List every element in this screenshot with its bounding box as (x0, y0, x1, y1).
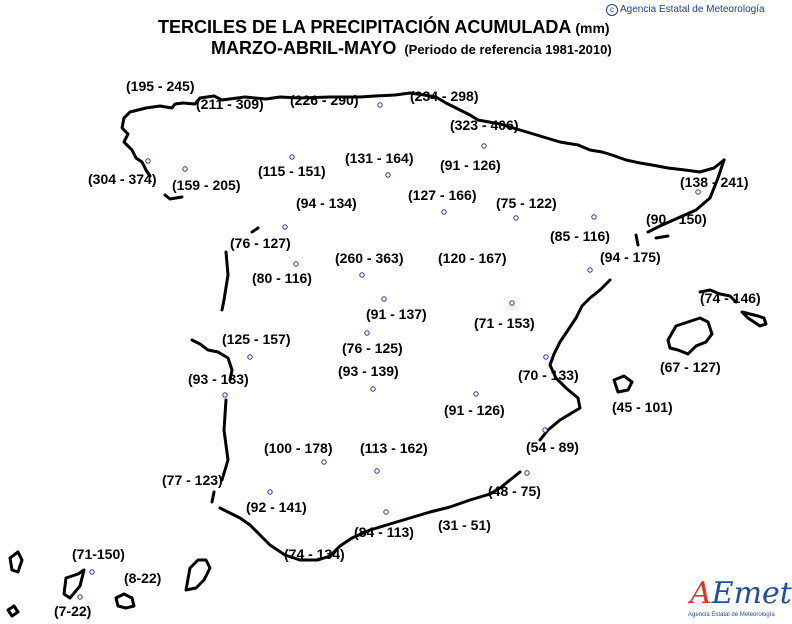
station-marker (544, 355, 548, 359)
station-label: (94 - 175) (600, 249, 661, 265)
station-label: (48 - 75) (488, 483, 541, 499)
station-label: (77 - 123) (162, 472, 223, 488)
station-label: (54 - 89) (526, 439, 579, 455)
station-label: (71-150) (72, 546, 125, 562)
station-label: (45 - 101) (612, 399, 673, 415)
station-marker (371, 387, 375, 391)
aemet-wordmark: AEmet (690, 576, 792, 611)
station-label: (304 - 374) (88, 171, 157, 187)
station-label: (90 - 150) (646, 211, 707, 227)
reference-period: (Periodo de referencia 1981-2010) (404, 42, 612, 57)
station-marker (525, 471, 529, 475)
station-marker (294, 262, 298, 266)
station-label: (323 - 406) (450, 117, 519, 133)
station-label: (234 - 298) (410, 88, 479, 104)
station-marker (588, 268, 592, 272)
station-label: (74 - 146) (700, 290, 761, 306)
station-label: (100 - 178) (264, 440, 333, 456)
station-label: (195 - 245) (126, 78, 195, 94)
station-label: (131 - 164) (345, 150, 414, 166)
station-label: (120 - 167) (438, 250, 507, 266)
station-label: (91 - 126) (440, 157, 501, 173)
station-marker (378, 103, 382, 107)
station-marker (290, 155, 294, 159)
station-marker (510, 301, 514, 305)
station-label: (71 - 153) (474, 315, 535, 331)
copyright-icon: c (606, 4, 618, 16)
unit-label: (mm) (575, 20, 610, 36)
station-label: (7-22) (54, 603, 92, 619)
station-label: (80 - 116) (252, 270, 312, 286)
station-label: (91 - 126) (444, 402, 505, 418)
station-label: (92 - 141) (246, 499, 307, 515)
map-title: TERCILES DE LA PRECIPITACIÓN ACUMULADA (mm) (158, 17, 610, 37)
station-marker (78, 595, 82, 599)
station-marker (223, 393, 227, 397)
aemet-subtitle: Agencia Estatal de Meteorología (688, 612, 775, 618)
station-label: (75 - 122) (496, 195, 557, 211)
station-label: (93 - 139) (338, 363, 399, 379)
season-title: MARZO-ABRIL-MAYO (Periodo de referencia 1981-2010) (211, 38, 612, 58)
station-marker (482, 144, 486, 148)
station-label: (94 - 134) (296, 195, 357, 211)
station-marker (322, 460, 326, 464)
station-label: (70 - 133) (518, 367, 579, 383)
station-marker (183, 167, 187, 171)
station-marker (384, 510, 388, 514)
station-label: (84 - 113) (354, 524, 414, 540)
station-label: (127 - 166) (408, 187, 477, 203)
station-marker (90, 570, 94, 574)
station-label: (67 - 127) (660, 359, 721, 375)
station-label: (260 - 363) (335, 250, 404, 266)
station-marker (248, 355, 252, 359)
station-label: (74 - 134) (284, 546, 345, 562)
station-marker (474, 392, 478, 396)
station-marker (514, 216, 518, 220)
station-marker (360, 273, 364, 277)
station-label: (226 - 290) (290, 92, 359, 108)
station-marker (268, 490, 272, 494)
station-marker (375, 469, 379, 473)
station-marker (386, 173, 390, 177)
station-label: (211 - 309) (196, 96, 264, 112)
station-marker (283, 225, 287, 229)
station-marker (442, 210, 446, 214)
station-label: (115 - 151) (258, 163, 326, 179)
aemet-logo (686, 576, 792, 620)
station-label: (93 - 133) (188, 371, 249, 387)
station-marker (696, 190, 700, 194)
station-marker (543, 428, 547, 432)
station-label: (85 - 116) (550, 228, 610, 244)
station-label: (76 - 125) (342, 340, 403, 356)
station-label: (31 - 51) (438, 517, 491, 533)
station-label: (8-22) (124, 570, 162, 586)
station-label: (113 - 162) (360, 440, 428, 456)
station-marker (592, 215, 596, 219)
station-label: (138 - 241) (680, 174, 749, 190)
station-label: (125 - 157) (222, 331, 291, 347)
station-label: (76 - 127) (230, 235, 291, 251)
station-marker (146, 159, 150, 163)
copyright-notice: c Agencia Estatal de Meteorología (606, 4, 765, 16)
station-label: (159 - 205) (172, 177, 241, 193)
station-label: (91 - 137) (366, 306, 427, 322)
station-marker (365, 331, 369, 335)
station-marker (382, 297, 386, 301)
